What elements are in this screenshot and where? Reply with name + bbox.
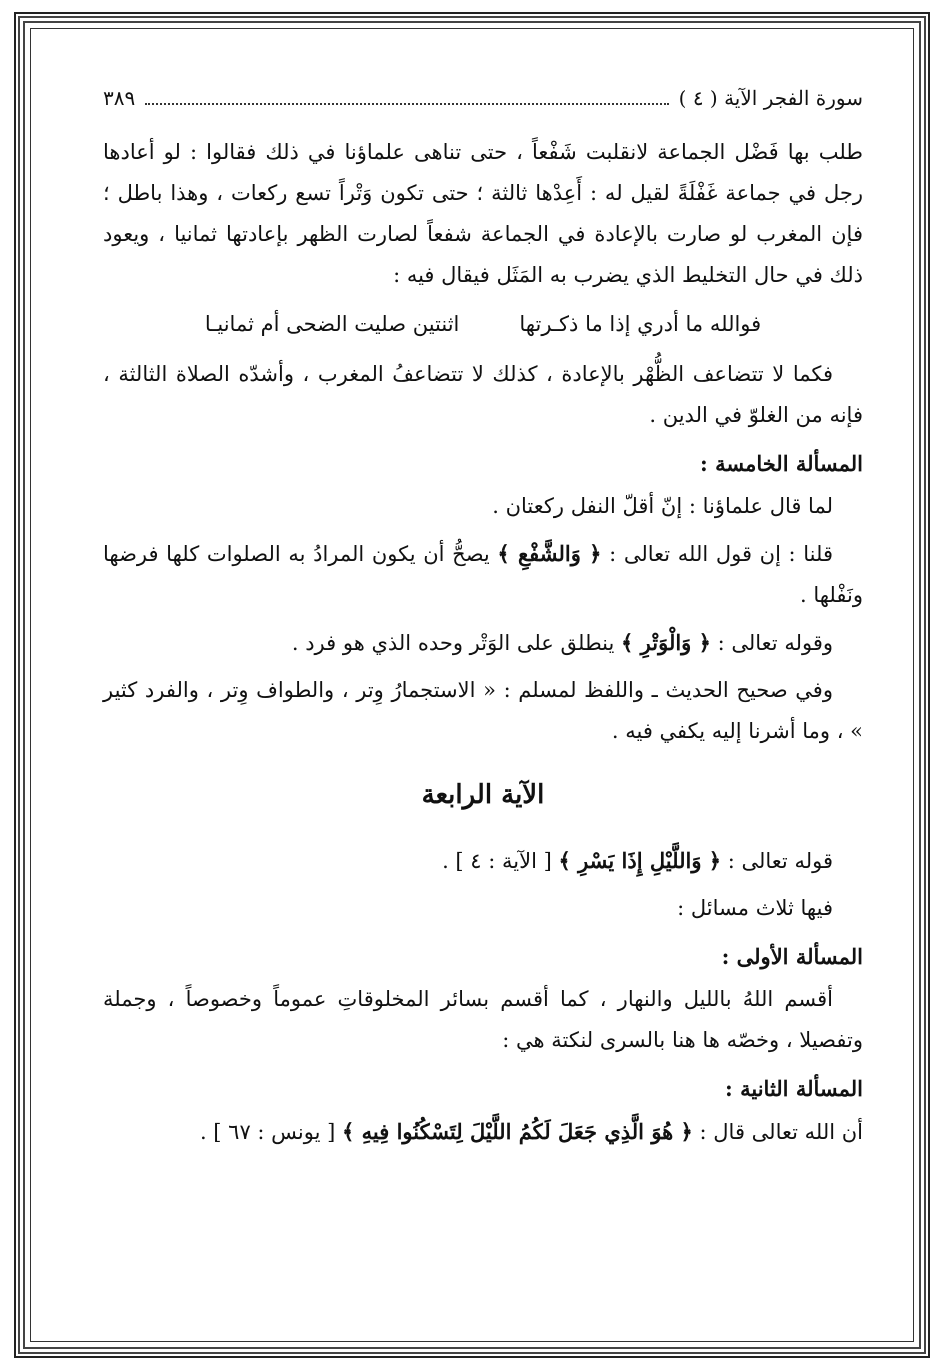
paragraph xyxy=(103,533,863,616)
paragraph xyxy=(103,1111,863,1153)
verse-first-hemistich: فوالله ما أدري إذا ما ذكـرتها xyxy=(519,312,762,336)
paragraph: فيها ثلاث مسائل : xyxy=(677,896,833,920)
quran-quote: ﴿ وَالشَّفْعِ ﴾ xyxy=(497,541,602,566)
page-content xyxy=(103,78,863,1318)
paragraph: طلب بها فَضْل الجماعة لانقلبت شَفْعاً ، حتى تناهى علماؤنا في ذلك فقالوا : لو أعادها رجل في جماعة غَفْلَةً لقيل له : أَعِدْها ثالثة ؛ حتى تكون وَتْراً تسع ركعات ، وهذا باطل ؛ فإن المغرب لو صارت بالإعادة في الجماعة شفعاً لصارت الظهر بإعادتها ثمانيا ، ويعود ذلك في حال التخليط الذي يضرب به المَثَل فيقال فيه : xyxy=(103,140,863,287)
running-header xyxy=(103,78,863,118)
paragraph: أقسم اللهُ بالليل والنهار ، كما أقسم بسائر المخلوقاتِ عموماً وخصوصاً ، وجملة وتفصيلا ، وخصّه ها هنا بالسرى لنكتة هي : xyxy=(103,987,863,1052)
paragraph-text: ينطلق على الوَتْر وحده الذي هو فرد . xyxy=(291,631,622,655)
paragraph: فكما لا تتضاعف الظُّهْر بالإعادة ، كذلك لا تتضاعفُ المغرب ، وأشدّه الصلاة الثالثة ، فإنه من الغلوّ في الدين . xyxy=(103,362,863,427)
verse-second-hemistich: اثنتين صليت الضحى أم ثمانيـا xyxy=(204,312,460,336)
paragraph: وفي صحيح الحديث ـ واللفظ لمسلم : « الاستجمارُ وِتر ، والطواف وِتر ، والفرد كثير » ، وما أشرنا إليه يكفي فيه . xyxy=(103,678,863,743)
section-title: الآية الرابعة xyxy=(421,780,545,810)
paragraph-text: يصحُّ أن يكون المرادُ به الصلوات كلها فرضها ونَفْلها . xyxy=(103,542,863,607)
header-leader-dots xyxy=(145,83,668,105)
heading-first-issue: المسألة الأولى : xyxy=(721,944,863,969)
quran-quote: ﴿ هُوَ الَّذِي جَعَلَ لَكُمُ اللَّيْلَ لِتَسْكُنُوا فِيهِ ﴾ xyxy=(342,1119,693,1144)
heading-second-issue: المسألة الثانية : xyxy=(725,1076,863,1101)
body-text xyxy=(103,132,863,1153)
header-title: سورة الفجر الآية ( ٤ ) xyxy=(678,86,863,110)
paragraph: لما قال علماؤنا : إنّ أقلّ النفل ركعتان . xyxy=(492,494,833,518)
paragraph xyxy=(103,622,863,664)
paragraph-text: قوله تعالى : xyxy=(721,849,833,873)
paragraph-text: قلنا : إن قول الله تعالى : xyxy=(601,542,833,566)
page-number: ٣٨٩ xyxy=(103,86,136,110)
paragraph-text: أن الله تعالى قال : xyxy=(692,1120,863,1144)
paragraph-text: وقوله تعالى : xyxy=(710,631,833,655)
paragraph xyxy=(103,840,863,882)
quran-quote: ﴿ وَالْوَتْرِ ﴾ xyxy=(621,630,711,655)
heading-fifth-issue: المسألة الخامسة : xyxy=(700,451,863,476)
quran-quote: ﴿ وَاللَّيْلِ إِذَا يَسْرِ ﴾ xyxy=(558,848,722,873)
paragraph-text: [ الآية : ٤ ] . xyxy=(442,849,559,873)
poetry-verse xyxy=(103,302,863,346)
paragraph-text: [ يونس : ٦٧ ] . xyxy=(199,1120,343,1144)
